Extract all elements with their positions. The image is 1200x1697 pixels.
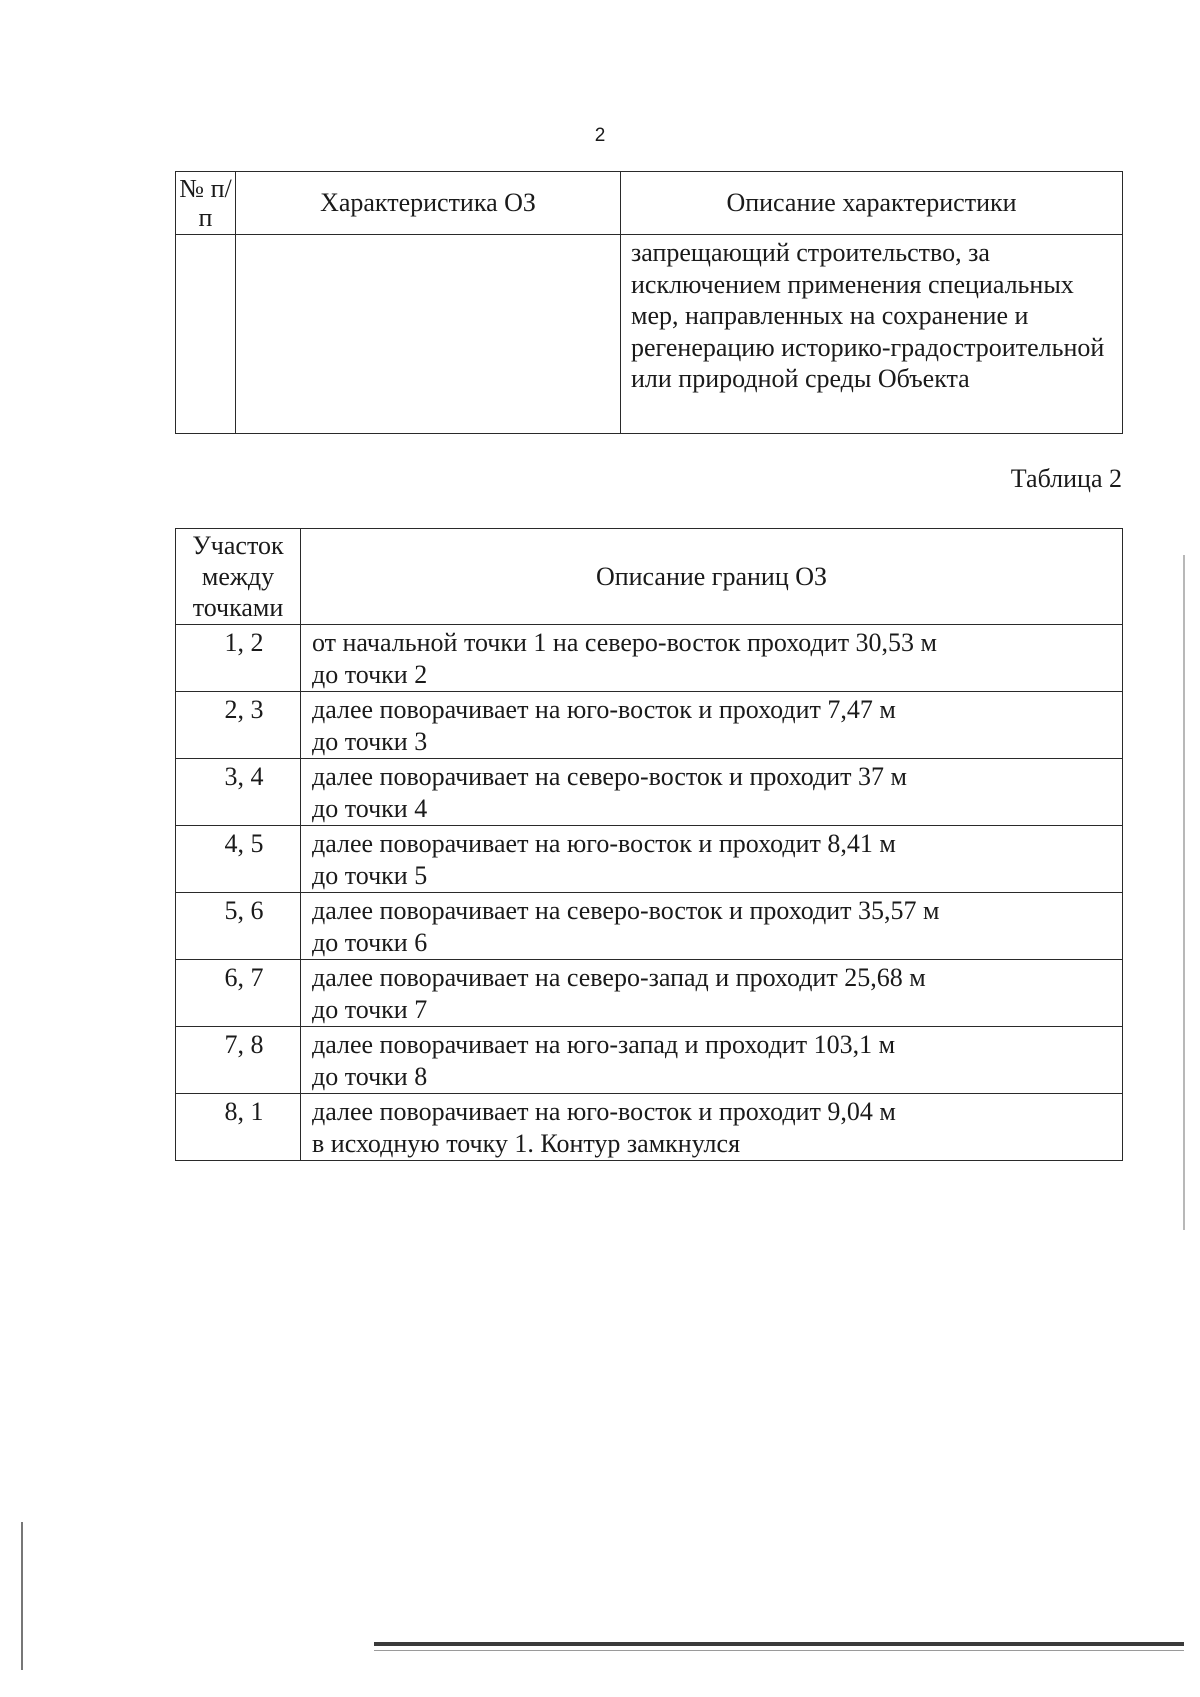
- description-line: до точки 6: [312, 927, 428, 957]
- cell-boundary-description: [301, 826, 1123, 893]
- cell-segment: 5, 6: [176, 893, 301, 960]
- cell-boundary-description: [301, 759, 1123, 826]
- scan-artifact-bottom-rule: [374, 1642, 1184, 1646]
- cell-segment: 3, 4: [176, 759, 301, 826]
- description-line: от начальной точки 1 на северо-восток проходит 30,53 м: [312, 628, 938, 657]
- table-header-row: [176, 172, 1123, 235]
- table-row: [176, 826, 1123, 893]
- table-row: [176, 960, 1123, 1027]
- cell-boundary-description: [301, 893, 1123, 960]
- cell-description: запрещающий строительство, за исключением применения специальных мер, направленных на сохранение и регенерацию историко-градостроительной или природной среды Объекта: [621, 235, 1123, 434]
- description-line: до точки 2: [312, 659, 428, 689]
- header-segment: Участок между точками: [176, 529, 301, 625]
- cell-segment: 6, 7: [176, 960, 301, 1027]
- table-row: [176, 1094, 1123, 1161]
- cell-segment: 8, 1: [176, 1094, 301, 1161]
- table-header-row: [176, 529, 1123, 625]
- description-line: далее поворачивает на северо-восток и проходит 35,57 м: [312, 896, 940, 925]
- cell-characteristic: [236, 235, 621, 434]
- boundaries-table: [175, 528, 1123, 1161]
- table-row: [176, 235, 1123, 434]
- scan-artifact-right-edge: [1183, 555, 1185, 1230]
- cell-boundary-description: [301, 1094, 1123, 1161]
- scan-artifact-left-edge: [21, 1522, 23, 1670]
- description-line: далее поворачивает на северо-запад и проходит 25,68 м: [312, 963, 926, 992]
- table-caption: Таблица 2: [1010, 464, 1122, 493]
- table-row: [176, 759, 1123, 826]
- cell-boundary-description: [301, 1027, 1123, 1094]
- table-row: [176, 893, 1123, 960]
- description-line: до точки 4: [312, 793, 428, 823]
- description-line: далее поворачивает на юго-восток и проходит 8,41 м: [312, 829, 896, 858]
- description-line: до точки 5: [312, 860, 428, 890]
- page-number: 2: [594, 125, 606, 146]
- cell-segment: 2, 3: [176, 692, 301, 759]
- table-row: [176, 1027, 1123, 1094]
- cell-boundary-description: [301, 960, 1123, 1027]
- header-characteristic: Характеристика ОЗ: [236, 172, 621, 235]
- description-line: далее поворачивает на юго-восток и проходит 7,47 м: [312, 695, 896, 724]
- table-row: [176, 692, 1123, 759]
- description-line: в исходную точку 1. Контур замкнулся: [312, 1128, 741, 1158]
- header-description: Описание характеристики: [621, 172, 1123, 235]
- cell-segment: 4, 5: [176, 826, 301, 893]
- cell-num: [176, 235, 236, 434]
- cell-boundary-description: [301, 625, 1123, 692]
- description-line: до точки 7: [312, 994, 428, 1024]
- description-line: далее поворачивает на юго-запад и проходит 103,1 м: [312, 1030, 896, 1059]
- description-line: до точки 8: [312, 1061, 428, 1091]
- cell-segment: 1, 2: [176, 625, 301, 692]
- header-boundary-description: Описание границ ОЗ: [301, 529, 1123, 625]
- header-num: № п/п: [176, 172, 236, 235]
- description-line: далее поворачивает на северо-восток и проходит 37 м: [312, 762, 907, 791]
- characteristics-table: [175, 171, 1123, 434]
- cell-boundary-description: [301, 692, 1123, 759]
- description-line: далее поворачивает на юго-восток и проходит 9,04 м: [312, 1097, 896, 1126]
- cell-segment: 7, 8: [176, 1027, 301, 1094]
- description-line: до точки 3: [312, 726, 428, 756]
- table-row: [176, 625, 1123, 692]
- scan-artifact-bottom-rule-thin: [374, 1650, 1184, 1651]
